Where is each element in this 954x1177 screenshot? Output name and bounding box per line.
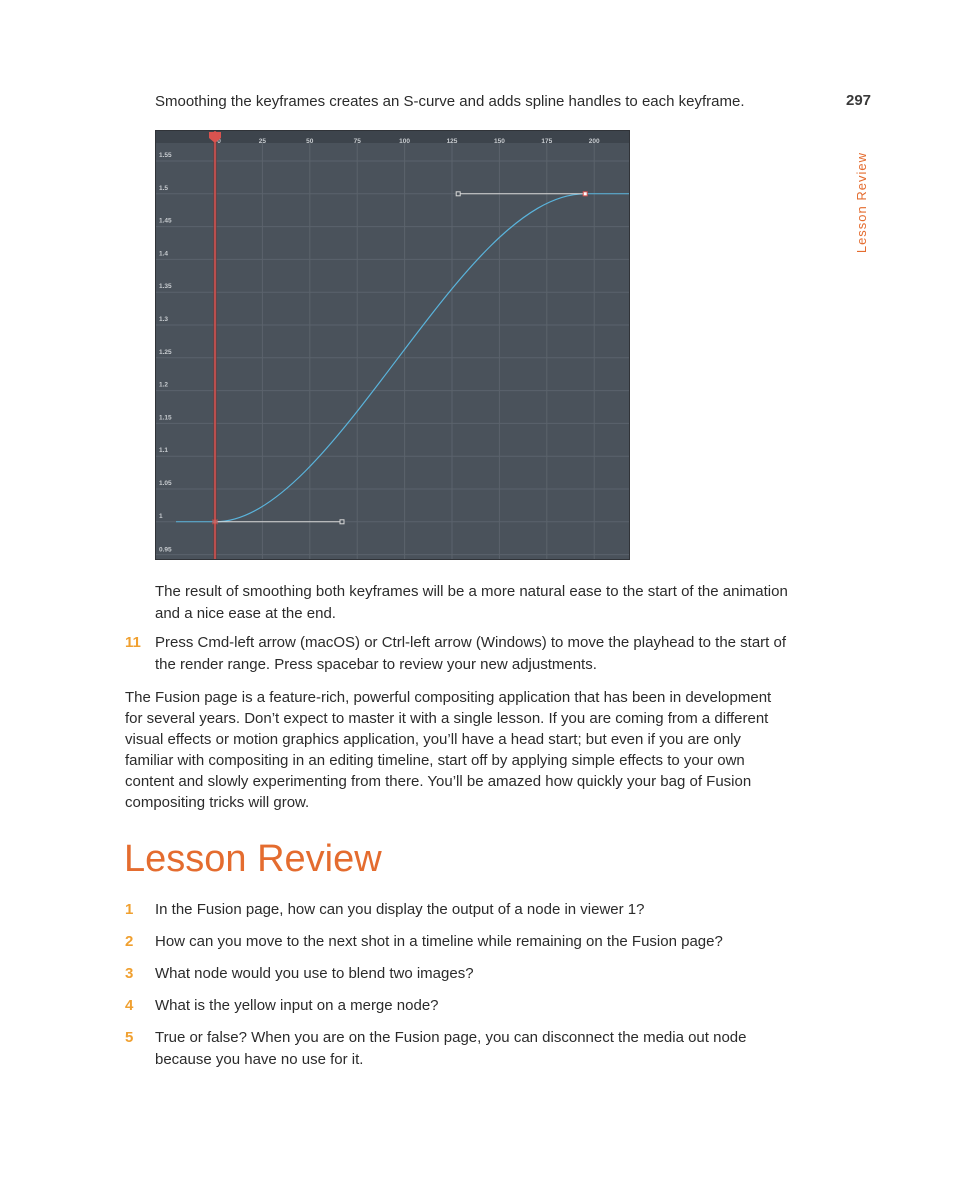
spline-handle-endpoint — [456, 192, 460, 196]
x-tick-label: 175 — [541, 138, 553, 145]
question-number: 3 — [125, 965, 134, 982]
x-tick-label: 0 — [217, 138, 221, 145]
spline-graph-screenshot — [155, 130, 630, 560]
y-tick-label: 1.45 — [159, 217, 172, 225]
review-question-list — [125, 899, 805, 1081]
review-question-3 — [125, 963, 805, 985]
question-text: True or false? When you are on the Fusion page, you can disconnect the media out node because you have no use for it. — [155, 1029, 747, 1068]
ruler-bar — [156, 131, 629, 143]
review-question-5 — [125, 1027, 805, 1070]
x-tick-label: 125 — [446, 138, 458, 145]
x-tick-label: 50 — [306, 138, 314, 145]
y-tick-label: 1.05 — [159, 480, 172, 487]
question-text: In the Fusion page, how can you display the output of a node in viewer 1? — [155, 901, 645, 918]
y-tick-label: 1.5 — [159, 184, 169, 192]
y-tick-label: 1.25 — [159, 348, 172, 356]
figure-caption: Smoothing the keyframes creates an S-curve and adds spline handles to each keyframe. — [155, 93, 745, 110]
y-tick-label: 1.55 — [159, 152, 172, 159]
y-tick-label: 1.4 — [159, 250, 169, 258]
step-11 — [125, 632, 795, 676]
review-question-4 — [125, 995, 805, 1017]
question-number: 2 — [125, 933, 134, 950]
spline-graph — [156, 131, 629, 559]
question-text: What is the yellow input on a merge node? — [155, 997, 439, 1014]
y-tick-label: 0.95 — [159, 546, 172, 554]
fusion-paragraph: The Fusion page is a feature-rich, powerful compositing application that has been in development for several years. Don’t expect to master it with a single lesson. If you are coming from a different visual effects or motion graphics application, you’ll have a head start; but even if you are only familiar with compositing in an editing timeline, start off by applying simple effects to your own content and slowly experimenting from there. You’ll be amazed how quickly your bag of Fusion compositing tricks will grow. — [125, 689, 772, 811]
page-number: 297 — [846, 92, 872, 109]
x-tick-label: 150 — [493, 138, 505, 145]
y-tick-label: 1.15 — [159, 414, 172, 422]
question-text: How can you move to the next shot in a timeline while remaining on the Fusion page? — [155, 933, 723, 950]
side-tab-label: Lesson Review — [854, 152, 869, 254]
question-number: 4 — [125, 997, 134, 1014]
question-text: What node would you use to blend two images? — [155, 965, 474, 982]
step-text: Press Cmd-left arrow (macOS) or Ctrl-left arrow (Windows) to move the playhead to the start of the render range. Press spacebar to review your new adjustments. — [155, 634, 787, 673]
y-tick-label: 1.3 — [159, 316, 169, 323]
x-tick-label: 200 — [588, 138, 600, 145]
keyframe-end — [583, 192, 587, 196]
review-question-2 — [125, 931, 805, 953]
section-heading: Lesson Review — [124, 838, 382, 880]
y-tick-label: 1.1 — [159, 447, 169, 455]
y-tick-label: 1.2 — [159, 381, 169, 389]
x-tick-label: 75 — [353, 138, 361, 145]
result-paragraph: The result of smoothing both keyframes will be a more natural ease to the start of the animation and a nice ease at the end. — [155, 583, 788, 622]
y-tick-label: 1 — [159, 512, 163, 520]
question-number: 5 — [125, 1029, 134, 1046]
step-number: 11 — [125, 634, 141, 651]
question-number: 1 — [125, 901, 134, 918]
spline-handle-endpoint — [340, 520, 344, 524]
x-tick-label: 100 — [399, 138, 411, 145]
x-tick-label: 25 — [258, 138, 267, 145]
review-question-1 — [125, 899, 805, 921]
y-tick-label: 1.35 — [159, 283, 172, 291]
